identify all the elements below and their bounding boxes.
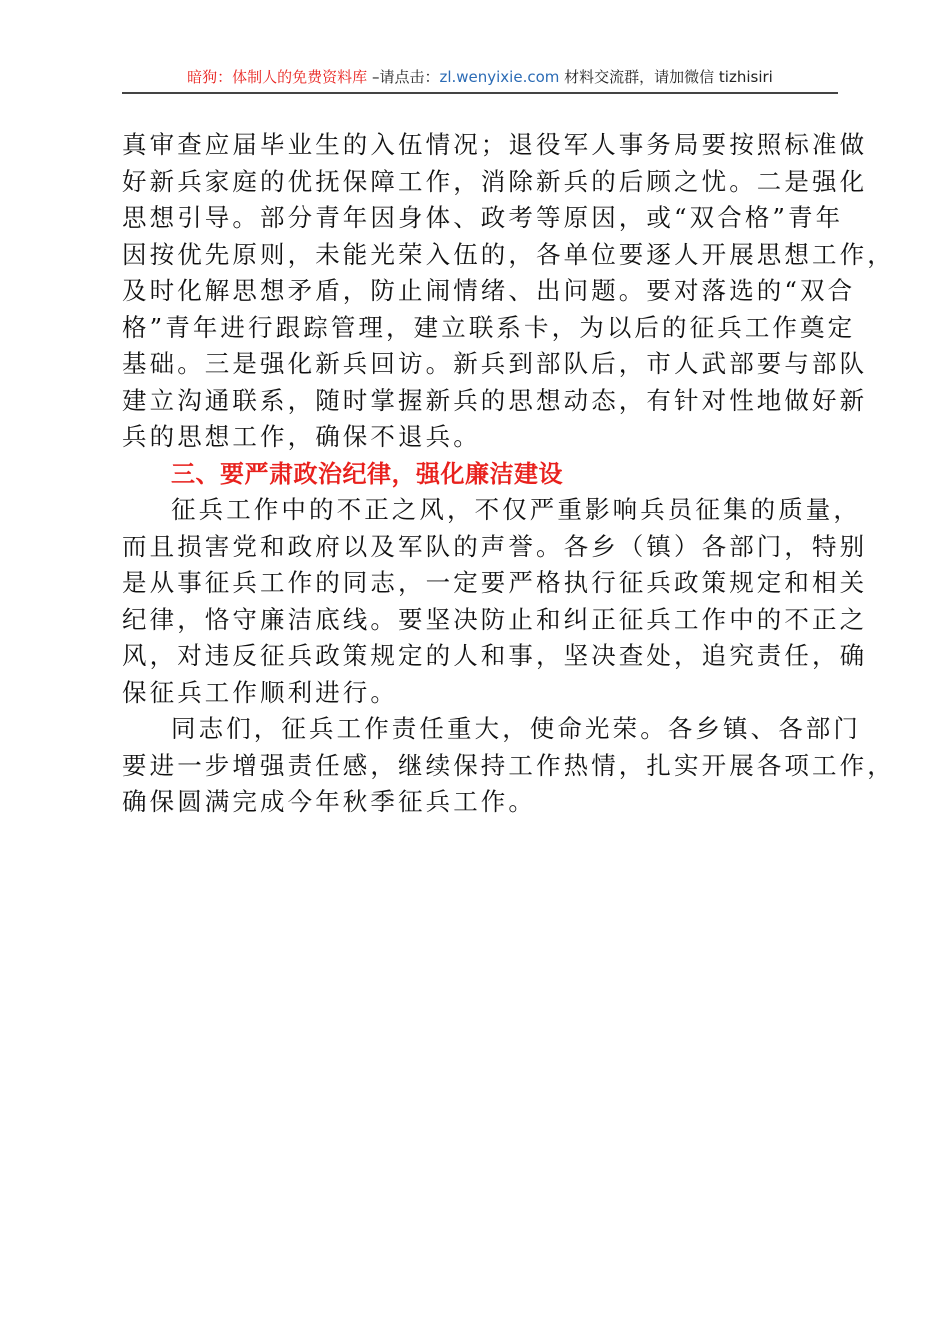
- paragraph-line: 而且损害党和政府以及军队的声誉。各乡（镇）各部门，特别: [122, 531, 868, 561]
- paragraph-line: 要进一步增强责任感，继续保持工作热情，扎实开展各项工作，: [122, 750, 895, 780]
- paragraph-line: 确保圆满完成今年秋季征兵工作。: [122, 787, 536, 816]
- promo-contact: 材料交流群，请加微信 tizhisiri: [559, 68, 773, 86]
- header-divider: [122, 92, 838, 94]
- page-header-banner: [122, 66, 838, 92]
- paragraph-line: 格”青年进行跟踪管理，建立联系卡，为以后的征兵工作奠定: [122, 312, 856, 342]
- paragraph-line: 风，对违反征兵政策规定的人和事，坚决查处，追究责任，确: [122, 641, 868, 670]
- paragraph-line: 同志们，征兵工作责任重大，使命光荣。各乡镇、各部门: [171, 714, 861, 743]
- paragraph-line: 因按优先原则，未能光荣入伍的，各单位要逐人开展思想工作，: [122, 239, 895, 269]
- paragraph-line: 保征兵工作顺利进行。: [122, 677, 398, 707]
- paragraph-line: 好新兵家庭的优抚保障工作，消除新兵的后顾之忧。二是强化: [122, 166, 868, 196]
- promo-link[interactable]: zl.wenyixie.com: [439, 68, 560, 86]
- paragraph-line: 思想引导。部分青年因身体、政考等原因，或“双合格”青年: [122, 203, 844, 232]
- document-body: [122, 127, 895, 821]
- paragraph-line: 兵的思想工作，确保不退兵。: [122, 422, 481, 451]
- paragraph-line: 真审查应届毕业生的入伍情况；退役军人事务局要按照标准做: [122, 130, 868, 159]
- promo-click-prompt: –请点击：: [367, 68, 440, 86]
- paragraph-line: 征兵工作中的不正之风，不仅严重影响兵员征集的质量，: [171, 495, 861, 524]
- paragraph-line: 是从事征兵工作的同志，一定要严格执行征兵政策规定和相关: [122, 568, 868, 597]
- paragraph-line: 基础。三是强化新兵回访。新兵到部队后，市人武部要与部队: [122, 349, 868, 378]
- paragraph-line: 建立沟通联系，随时掌握新兵的思想动态，有针对性地做好新: [122, 385, 868, 415]
- paragraph-line: 及时化解思想矛盾，防止闹情绪、出问题。要对落选的“双合: [122, 276, 856, 305]
- paragraph-line: 纪律，恪守廉洁底线。要坚决防止和纠正征兵工作中的不正之: [122, 604, 868, 634]
- promo-title: 暗狗：体制人的免费资料库: [187, 68, 368, 86]
- section-heading: 三、要严肃政治纪律，强化廉洁建设: [171, 459, 563, 488]
